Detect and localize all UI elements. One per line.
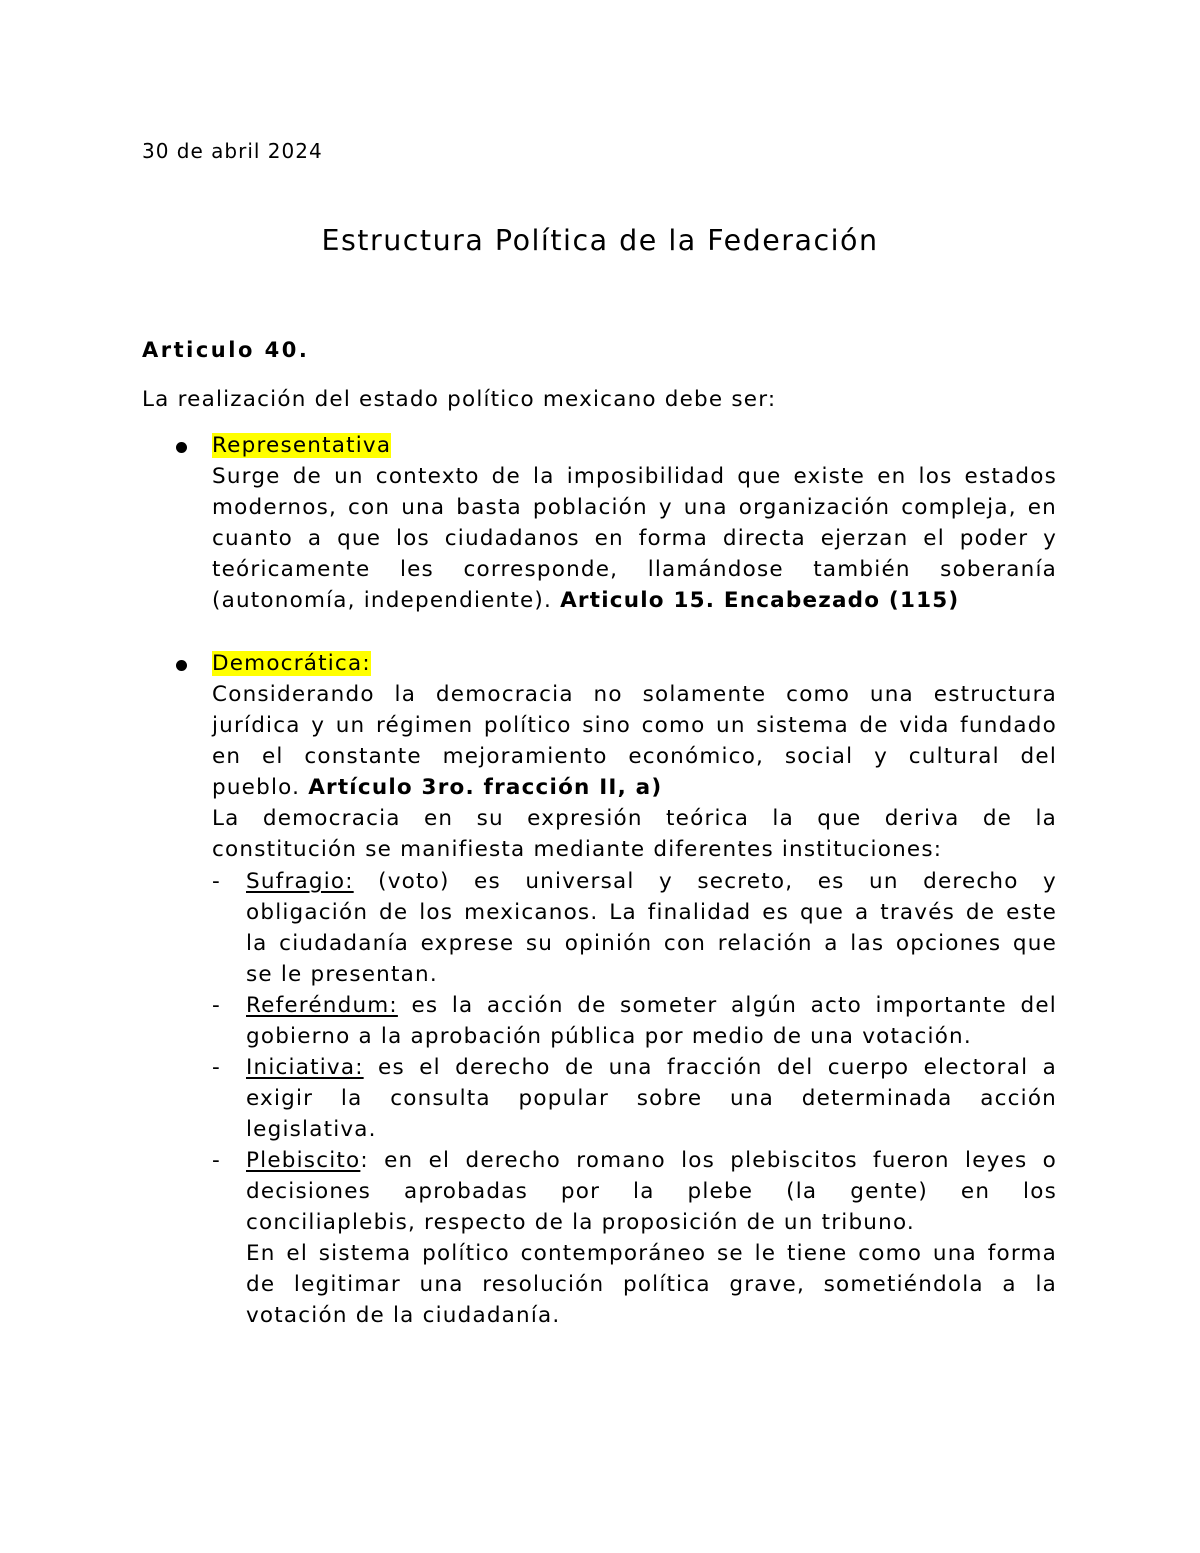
institution-last-line: se le presentan. [246, 962, 438, 987]
article-heading: Articulo 40. [142, 338, 310, 362]
institution-extra-last: votación de la ciudadanía. [246, 1303, 561, 1328]
institution-extra-line: de legitimar una resolución política grave, sometiéndola a la [246, 1272, 1057, 1297]
institution-first-line: en el derecho romano los plebiscitos fueron leyes o [384, 1148, 1057, 1173]
institution-first-line: es la acción de someter algún acto importante del [411, 993, 1057, 1018]
democratica-last-line: pueblo. [212, 775, 301, 800]
democratica-line: en el constante mejoramiento económico, social y cultural del [212, 744, 1057, 769]
bullet-dot-icon [176, 442, 187, 453]
institution-line: obligación de los mexicanos. La finalidad es que a través de este [246, 900, 1057, 925]
institution-line: decisiones aprobadas por la plebe (la gente) en los [246, 1179, 1057, 1204]
institution-last-line: gobierno a la aprobación pública por medio de una votación. [246, 1024, 972, 1049]
institution-term: Plebiscito [246, 1148, 361, 1173]
democratica-line: jurídica y un régimen político sino como un sistema de vida fundado [212, 713, 1057, 738]
document-title: Estructura Política de la Federación [321, 224, 879, 257]
institution-extra-line: En el sistema político contemporáneo se le tiene como una forma [246, 1241, 1057, 1266]
democratica-p2-last: constitución se manifiesta mediante diferentes instituciones: [212, 837, 943, 862]
institution-last-line: conciliaplebis, respecto de la proposición de un tribuno. [246, 1210, 915, 1235]
document-date: 30 de abril 2024 [142, 139, 323, 163]
intro-paragraph: La realización del estado político mexicano debe ser: [142, 387, 777, 412]
representativa-line: teóricamente les corresponde, llamándose también soberanía [212, 557, 1057, 582]
dash-marker: - [212, 1055, 221, 1080]
institution-term: Sufragio: [246, 869, 354, 894]
bullet-democratica [212, 648, 1057, 865]
representativa-line: modernos, con una basta población y una organización compleja, en [212, 495, 1057, 520]
representativa-line: cuanto a que los ciudadanos en forma directa ejerzan el poder y [212, 526, 1057, 551]
institution-line: la ciudadanía exprese su opinión con relación a las opciones que [246, 931, 1057, 956]
institution-line: exigir la consulta popular sobre una determinada acción [246, 1086, 1057, 1111]
institution-term-suffix: : [360, 1148, 369, 1173]
institution-referendum [212, 990, 1057, 1052]
institution-first-line: es el derecho de una fracción del cuerpo electoral a [378, 1055, 1057, 1080]
institution-sufragio [212, 866, 1057, 990]
institution-first-line: (voto) es universal y secreto, es un derecho y [378, 869, 1057, 894]
dash-marker: - [212, 869, 221, 894]
institution-term: Iniciativa: [246, 1055, 364, 1080]
representativa-last-line: (autonomía, independiente). [212, 588, 553, 613]
representativa-label: Representativa [212, 433, 392, 458]
representativa-line: Surge de un contexto de la imposibilidad que existe en los estados [212, 464, 1057, 489]
institution-term: Referéndum: [246, 993, 398, 1018]
dash-marker: - [212, 1148, 221, 1173]
bullet-dot-icon [176, 660, 187, 671]
democratica-article-ref: Artículo 3ro. fracción II, a) [308, 775, 663, 800]
representativa-article-ref: Articulo 15. Encabezado (115) [560, 588, 960, 613]
institution-last-line: legislativa. [246, 1117, 377, 1142]
institution-iniciativa [212, 1052, 1057, 1145]
democratica-line: Considerando la democracia no solamente como una estructura [212, 682, 1057, 707]
bullet-representativa [212, 430, 1057, 616]
dash-marker: - [212, 993, 221, 1018]
democratica-label: Democrática: [212, 651, 371, 676]
democratica-p2-line: La democracia en su expresión teórica la que deriva de la [212, 806, 1057, 831]
institution-plebiscito [212, 1145, 1057, 1331]
